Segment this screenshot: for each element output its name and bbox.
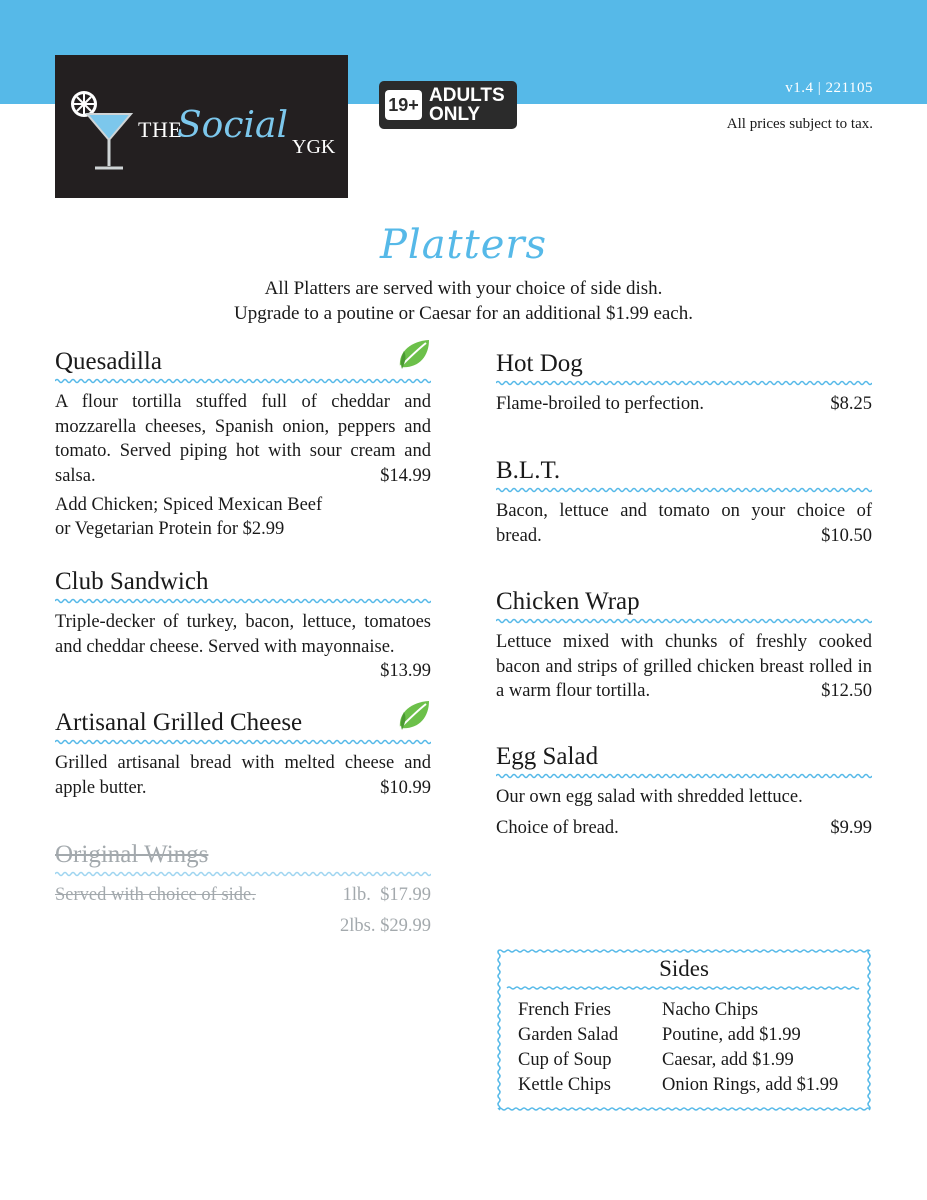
addon-line-1: Add Chicken; Spiced Mexican Beef [55, 495, 323, 515]
item-description-text: Lettuce mixed with chunks of freshly cooked bacon and strips of grilled chicken breast rolled in a warm flour tortilla. [496, 632, 872, 701]
menu-item-hot-dog [496, 349, 872, 417]
wavy-divider [55, 378, 431, 384]
item-description [55, 610, 431, 684]
item-price: $12.50 [821, 681, 872, 701]
item-title: Club Sandwich [55, 568, 209, 595]
sides-title: Sides [659, 956, 709, 981]
item-price-small: 1lb. $17.99 [342, 885, 431, 905]
side-item: Cup of Soup [518, 1050, 612, 1070]
item-description-text: Grilled artisanal bread with melted cheese and apple butter. [55, 753, 431, 798]
logo-text-ygk: YGK [292, 136, 336, 158]
side-item: French Fries [518, 1000, 611, 1020]
intro-line-1: All Platters are served with your choice of side dish. [264, 278, 663, 299]
item-addon-note [55, 494, 431, 541]
item-title: Hot Dog [496, 350, 583, 377]
menu-item-original-wings [55, 840, 431, 938]
leaf-icon [396, 698, 432, 734]
wavy-divider [55, 739, 431, 745]
item-description [496, 630, 872, 704]
menu-item-chicken-wrap [496, 587, 872, 704]
item-description-text: A flour tortilla stuffed full of cheddar and mozzarella cheeses, Spanish onion, peppers and tomato. Served piping hot with sour cream and salsa. [55, 392, 431, 486]
item-description-2 [496, 816, 872, 841]
wavy-divider [496, 773, 872, 779]
side-item: Nacho Chips [662, 1000, 759, 1020]
sides-box [497, 948, 871, 1112]
item-title: Original Wings [55, 841, 209, 868]
item-price: $10.50 [821, 525, 872, 546]
martini-glass-icon [65, 80, 135, 175]
menu-item-club-sandwich [55, 567, 431, 684]
menu-item-quesadilla [55, 347, 431, 541]
item-description [496, 392, 872, 417]
item-description-text: Flame-broiled to perfection. [496, 394, 705, 414]
item-description [55, 751, 431, 800]
item-description-text: Triple-decker of turkey, bacon, lettuce, tomatoes and cheddar cheese. Served with mayonnaise. [55, 612, 431, 657]
item-price: $9.99 [830, 817, 872, 838]
item-title: Egg Salad [496, 743, 599, 770]
item-description: Our own egg salad with shredded lettuce. [496, 787, 803, 807]
item-price-large: 2lbs. $29.99 [340, 915, 431, 936]
item-description [55, 883, 431, 908]
item-price: $10.99 [380, 777, 431, 798]
item-price: $14.99 [380, 465, 431, 486]
item-title: Artisanal Grilled Cheese [55, 709, 303, 736]
sides-column-1 [518, 998, 618, 1098]
side-item: Kettle Chips [518, 1075, 612, 1095]
item-title: Chicken Wrap [496, 588, 640, 615]
item-title: Quesadilla [55, 348, 162, 375]
leaf-icon [396, 337, 432, 373]
wavy-divider [55, 871, 431, 877]
menu-item-blt [496, 456, 872, 548]
wavy-divider [496, 380, 872, 386]
intro-line-2: Upgrade to a poutine or Caesar for an additional $1.99 each. [233, 303, 693, 324]
item-description-text: Served with choice of side. [55, 885, 256, 905]
wavy-divider [55, 598, 431, 604]
menu-item-egg-salad [496, 742, 872, 840]
logo-text-the: THE [138, 117, 183, 142]
side-item: Poutine, add $1.99 [662, 1025, 801, 1045]
page-title: Platters [379, 222, 548, 268]
addon-line-2: or Vegetarian Protein for $2.99 [55, 518, 285, 539]
logo-text-social: Social [177, 105, 288, 146]
menu-item-artisanal-grilled-cheese [55, 708, 431, 800]
item-description [496, 499, 872, 548]
wavy-divider [496, 618, 872, 624]
adults-only-line1: ADULTS [429, 85, 505, 106]
age-19-plus-label: 19+ [385, 90, 422, 120]
adults-only-line2: ONLY [429, 104, 481, 125]
item-price: $13.99 [380, 661, 431, 681]
item-price-row [55, 914, 431, 939]
item-description-text: Bacon, lettuce and tomato on your choice of bread. [496, 501, 872, 546]
sides-column-2 [662, 998, 838, 1098]
version-label: v1.4 | 221105 [785, 80, 873, 96]
item-description-text: Choice of bread. [496, 817, 619, 838]
item-price: $8.25 [830, 394, 872, 414]
side-item: Garden Salad [518, 1025, 619, 1045]
side-item: Onion Rings, add $1.99 [662, 1075, 839, 1095]
adults-only-text [429, 86, 515, 124]
logo [55, 55, 348, 198]
tax-note: All prices subject to tax. [726, 116, 873, 132]
wavy-divider [496, 487, 872, 493]
adults-only-badge [379, 81, 517, 129]
side-item: Caesar, add $1.99 [662, 1050, 794, 1070]
item-title: B.L.T. [496, 457, 561, 484]
item-description [55, 390, 431, 488]
